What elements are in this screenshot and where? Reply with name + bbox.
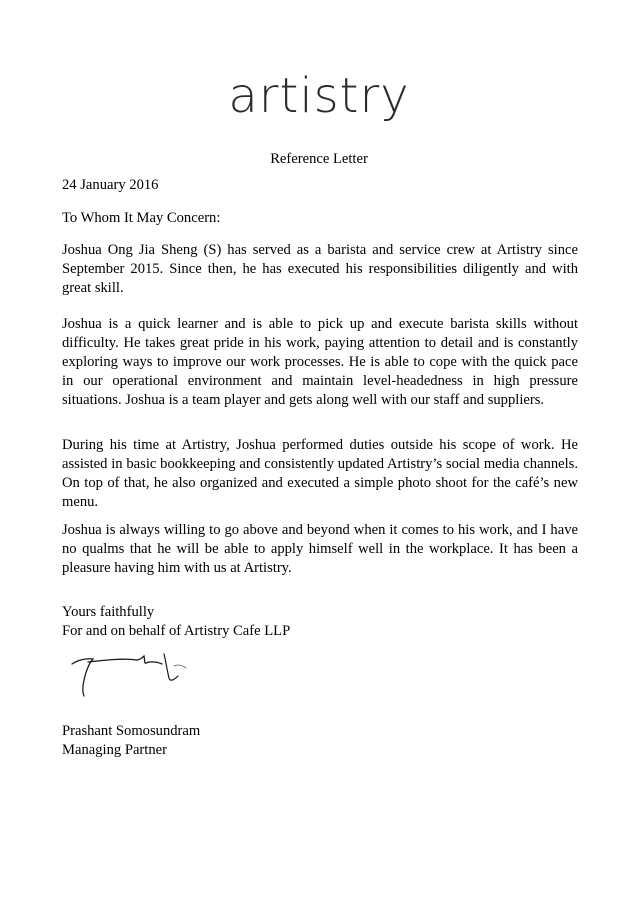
on-behalf-text: For and on behalf of Artistry Cafe LLP bbox=[62, 623, 291, 639]
paragraph-3: During his time at Artistry, Joshua performed duties outside his scope of work. He assisted in basic bookkeeping and consistently updated Artistry’s social media channels. On top of that, he also organized and executed a simple photo shoot for the café’s new menu. bbox=[62, 437, 578, 510]
signer-name: Prashant Somosundram bbox=[62, 723, 201, 739]
letter-title: Reference Letter bbox=[270, 151, 368, 167]
salutation: To Whom It May Concern: bbox=[62, 210, 221, 226]
signer-block bbox=[62, 722, 200, 760]
signer-title: Managing Partner bbox=[62, 742, 167, 758]
closing-block bbox=[62, 603, 290, 641]
paragraph-2: Joshua is a quick learner and is able to pick up and execute barista skills without difficulty. He takes great pride in his work, paying attention to detail and is constantly exploring ways to improve our work processes. He is able to cope with the quick pace in our operational environment and maintain level-headedness in high pressure situations. Joshua is a team player and gets along well with our staff and suppliers. bbox=[62, 316, 578, 408]
artistry-logo bbox=[224, 66, 414, 126]
logo-text: artistry bbox=[228, 68, 410, 124]
handwritten-signature bbox=[66, 650, 196, 698]
closing-text: Yours faithfully bbox=[62, 604, 155, 620]
letter-date: 24 January 2016 bbox=[62, 177, 159, 193]
paragraph-4: Joshua is always willing to go above and beyond when it comes to his work, and I have no qualms that he will be able to apply himself well in the workplace. It has been a pleasure having him with us at Artistry. bbox=[62, 522, 578, 576]
paragraph-1: Joshua Ong Jia Sheng (S) has served as a barista and service crew at Artistry since September 2015. Since then, he has executed his responsibilities diligently and with great skill. bbox=[62, 242, 578, 296]
